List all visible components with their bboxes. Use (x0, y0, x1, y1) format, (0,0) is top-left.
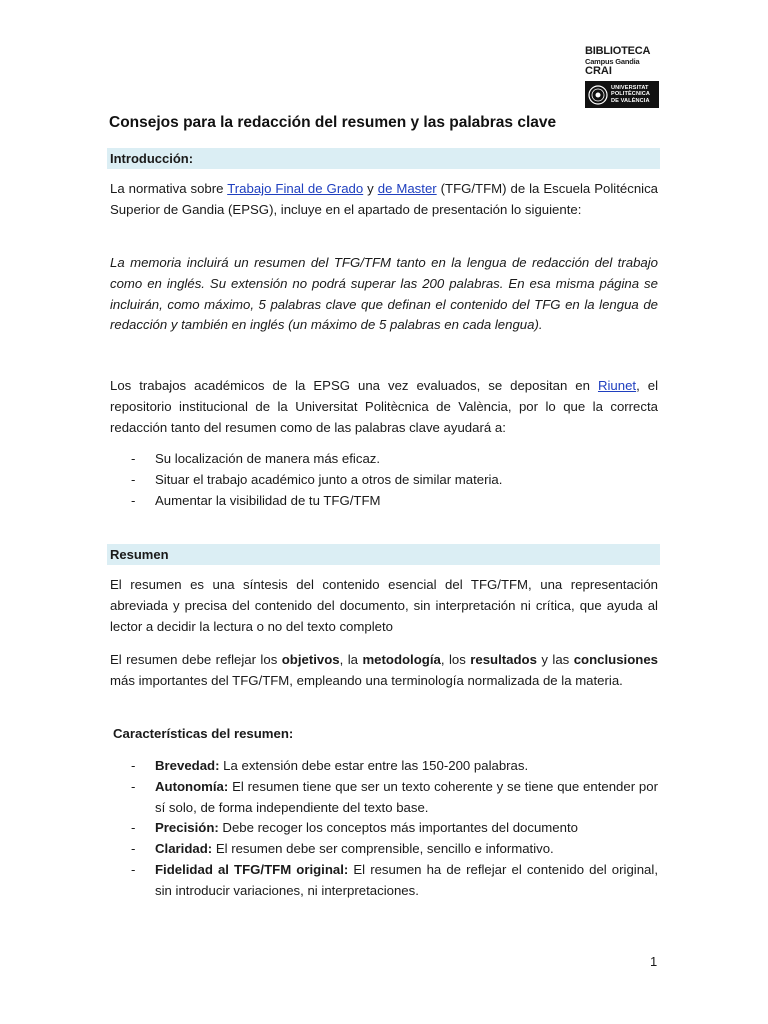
university-line3: DE VALÈNCIA (611, 97, 650, 104)
library-campus: Campus Gandia (585, 57, 640, 66)
list-item: - Su localización de manera más eficaz. (131, 451, 381, 466)
list-item: - Precisión: Debe recoger los conceptos más importantes del documento (131, 820, 578, 836)
characteristics-list (131, 756, 658, 902)
list-item: - Claridad: El resumen debe ser comprensible, sencillo e informativo. (131, 841, 554, 857)
section-heading-intro: Introducción: (107, 148, 660, 169)
library-name: BIBLIOTECA (585, 45, 651, 57)
library-crai: CRAI (585, 65, 612, 77)
list-item: - Fidelidad al TFG/TFM original: El resumen ha de reflejar el contenido del original, sin introducir variaciones, ni interpretaciones. (131, 861, 658, 898)
library-logo (585, 46, 661, 108)
university-line2: POLITÈCNICA (611, 91, 651, 98)
link-trabajo-final-grado[interactable]: Trabajo Final de Grado (227, 181, 364, 196)
list-item: - Brevedad: La extensión debe estar entre las 150-200 palabras. (131, 758, 529, 773)
intro-paragraph-1: La normativa sobre Trabajo Final de Grado y de Master (TFG/TFM) de la Escuela Politécnica Superior de Gandia (EPSG), incluye en el apartado de presentación lo siguiente: (110, 181, 659, 217)
resumen-paragraph-1: El resumen es una síntesis del contenido esencial del TFG/TFM, una representación abreviada y precisa del contenido del documento, sin interpretación ni crítica, que ayuda al lector a decidir la lectura o no del texto completo (110, 577, 658, 634)
resumen-paragraph-2: El resumen debe reflejar los objetivos, la metodología, los resultados y las conclusiones más importantes del TFG/TFM, empleando una terminología normalizada de la materia. (110, 652, 658, 688)
benefits-list (131, 449, 658, 511)
university-logo (585, 81, 659, 108)
page-number: 1 (650, 954, 658, 969)
list-item: - Situar el trabajo académico junto a otros de similar materia. (131, 471, 503, 487)
section-heading-resumen: Resumen (107, 544, 660, 565)
page-title: Consejos para la redacción del resumen y las palabras clave (109, 114, 557, 131)
normativa-quote: La memoria incluirá un resumen del TFG/TFM tanto en la lengua de redacción del trabajo como en inglés. Su extensión no podrá superar las 200 palabras. En esa misma página se incluirán, como máximo, 5 palabras clave que definan el contenido del TFG en la lengua de redacción y también en inglés (un máximo de 5 palabras en cada lengua). (110, 255, 658, 333)
link-de-master[interactable]: de Master (377, 181, 437, 196)
list-item: - Autonomía: El resumen tiene que ser un texto coherente y se tiene que entender por sí solo, de forma independiente del texto base. (131, 778, 658, 815)
link-riunet[interactable]: Riunet (597, 378, 637, 393)
university-seal-icon (588, 85, 608, 105)
characteristics-heading: Características del resumen: (113, 726, 294, 741)
intro-paragraph-3: Los trabajos académicos de la EPSG una vez evaluados, se depositan en Riunet, el repositorio institucional de la Universitat Politècnica de València, por lo que la correcta redacción tanto del resumen como de las palabras clave ayudará a: (110, 378, 658, 435)
list-item: - Aumentar la visibilidad de tu TFG/TFM (131, 492, 381, 508)
university-line1: UNIVERSITAT (611, 84, 649, 91)
